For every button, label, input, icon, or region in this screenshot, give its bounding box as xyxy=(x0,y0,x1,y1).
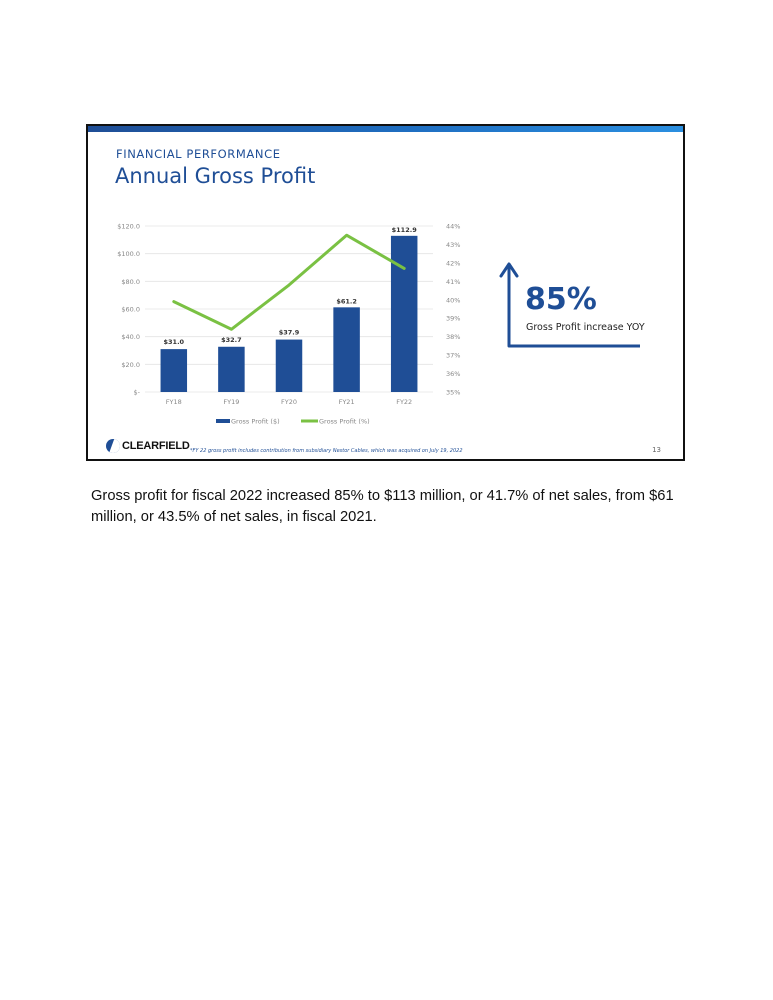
logo-text: CLEARFIELD xyxy=(122,440,190,452)
slide xyxy=(86,124,685,461)
y-right-tick-label: 38% xyxy=(446,333,461,342)
section-title: FINANCIAL PERFORMANCE xyxy=(116,147,281,161)
company-logo xyxy=(106,439,190,453)
bar-data-label: $37.9 xyxy=(278,328,300,337)
y-right-tick-label: 41% xyxy=(446,277,461,286)
bar-data-label: $61.2 xyxy=(336,297,357,306)
y-left-tick-label: $60.0 xyxy=(121,305,140,314)
page-number: 13 xyxy=(652,446,661,454)
x-tick-label: FY19 xyxy=(223,398,240,406)
callout-value: 85% xyxy=(525,282,597,317)
y-left-tick-label: $40.0 xyxy=(121,333,140,342)
y-right-tick-label: 42% xyxy=(446,259,461,268)
footnote: *FY 22 gross profit includes contribution from subsidiary Nestor Cables, which was acquired on July 19, 2022 xyxy=(190,448,463,454)
y-right-tick-label: 36% xyxy=(446,370,461,379)
y-right-tick-label: 40% xyxy=(446,296,461,305)
bar-data-label: $112.9 xyxy=(391,225,417,234)
y-left-tick-label: $80.0 xyxy=(121,277,140,286)
y-right-tick-label: 43% xyxy=(446,240,461,249)
legend-label-line: Gross Profit (%) xyxy=(319,417,370,426)
y-right-tick-label: 39% xyxy=(446,314,461,323)
callout-label: Gross Profit increase YOY xyxy=(526,322,645,333)
slide-title: Annual Gross Profit xyxy=(115,164,316,188)
y-right-tick-label: 44% xyxy=(446,222,461,231)
y-right-tick-label: 35% xyxy=(446,388,461,397)
bar-data-label: $31.0 xyxy=(163,338,185,347)
body-paragraph: Gross profit for fiscal 2022 increased 85% to $113 million, or 41.7% of net sales, from $61 million, or 43.5% of net sales, in fiscal 2021. xyxy=(91,488,674,525)
logo-mark-icon xyxy=(106,439,120,453)
x-tick-label: FY20 xyxy=(281,398,297,406)
y-left-tick-label: $120.0 xyxy=(117,222,140,231)
legend-label-bar: Gross Profit ($) xyxy=(231,417,280,426)
y-left-tick-label: $100.0 xyxy=(117,250,140,259)
bar-data-label: $32.7 xyxy=(221,335,242,344)
y-left-tick-label: $- xyxy=(133,388,140,397)
x-tick-label: FY18 xyxy=(165,398,182,406)
y-left-tick-label: $20.0 xyxy=(121,360,140,369)
x-tick-label: FY22 xyxy=(396,398,413,406)
x-tick-label: FY21 xyxy=(338,398,355,406)
y-right-tick-label: 37% xyxy=(446,351,461,360)
